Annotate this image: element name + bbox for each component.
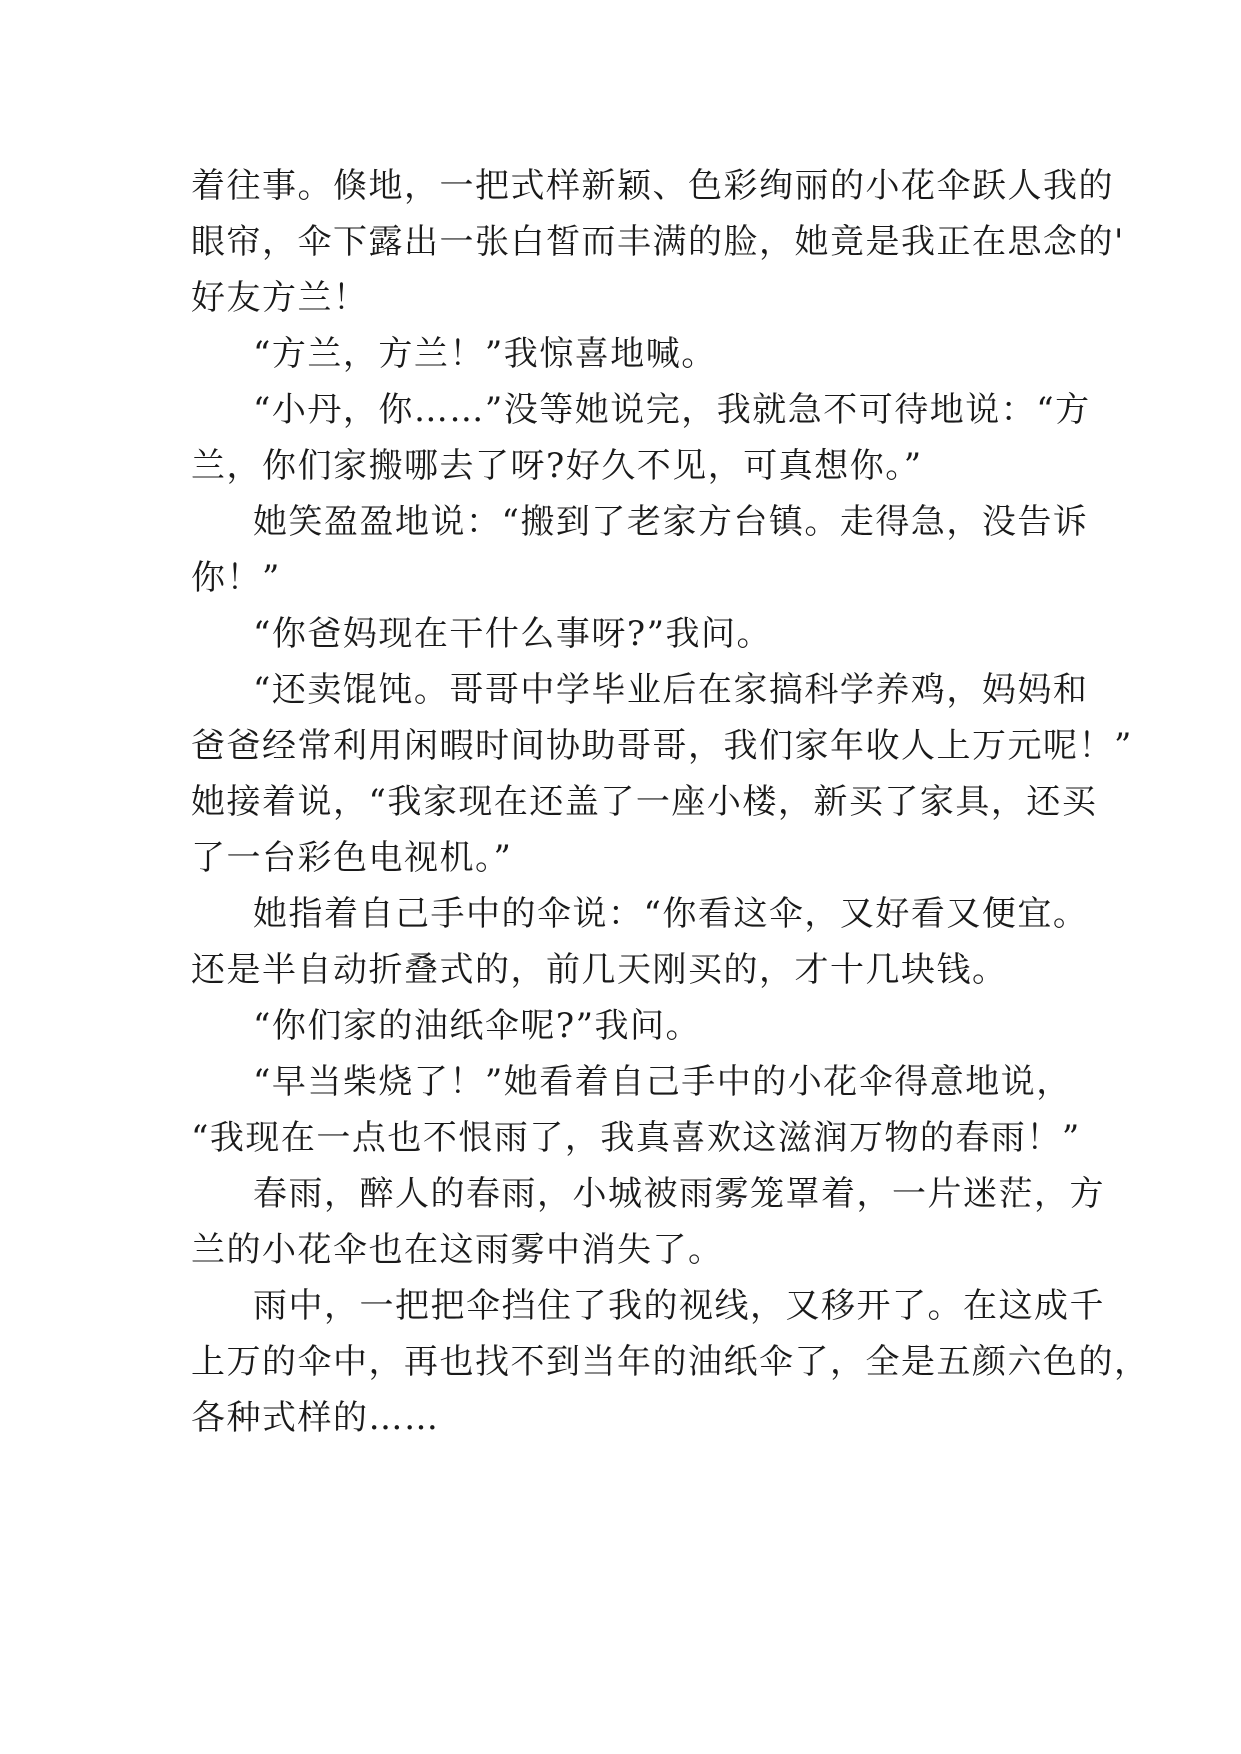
text-line: “我现在一点也不恨雨了，我真喜欢这滋润万物的春雨！” [191, 1118, 1081, 1158]
text-line: 各种式样的…… [191, 1398, 440, 1438]
text-line: 上万的伞中，再也找不到当年的油纸伞了，全是五颜六色的， [191, 1342, 1150, 1382]
text-line: 雨中，一把把伞挡住了我的视线，又移开了。在这成千 [253, 1286, 1105, 1326]
document-body [191, 158, 1150, 1446]
text-line: 她接着说，“我家现在还盖了一座小楼，新买了家具，还买 [191, 782, 1098, 822]
text-line: “你们家的油纸伞呢?”我问。 [253, 1006, 701, 1046]
text-line: 兰的小花伞也在这雨雾中消失了。 [191, 1230, 724, 1270]
text-line: “早当柴烧了！”她看着自己手中的小花伞得意地说， [253, 1062, 1072, 1102]
text-line: 了一台彩色电视机。” [191, 838, 513, 878]
text-line: 兰，你们家搬哪去了呀?好久不见，可真想你。” [191, 446, 923, 486]
text-line: “方兰，方兰！”我惊喜地喊。 [253, 334, 717, 374]
text-line: “小丹，你……”没等她说完，我就急不可待地说：“方 [253, 390, 1091, 430]
text-line: “还卖馄饨。哥哥中学毕业后在家搞科学养鸡，妈妈和 [253, 670, 1089, 710]
text-line: 爸爸经常利用闲暇时间协助哥哥，我们家年收人上万元呢！” [191, 726, 1133, 766]
text-line: “你爸妈现在干什么事呀?”我问。 [253, 614, 772, 654]
text-line: 春雨，醉人的春雨，小城被雨雾笼罩着，一片迷茫，方 [253, 1174, 1105, 1214]
text-line: 着往事。倏地，一把式样新颖、色彩绚丽的小花伞跃人我的 [191, 166, 1114, 206]
text-line: 好友方兰！ [191, 278, 369, 318]
text-line: 她笑盈盈地说：“搬到了老家方台镇。走得急，没告诉 [253, 502, 1089, 542]
text-line: 她指着自己手中的伞说：“你看这伞，又好看又便宜。 [253, 894, 1089, 934]
text-line: 还是半自动折叠式的，前几天刚买的，才十几块钱。 [191, 950, 1008, 990]
text-line: 你！” [191, 558, 281, 598]
text-line: 眼帘，伞下露出一张白皙而丰满的脸，她竟是我正在思念的' [191, 222, 1125, 262]
